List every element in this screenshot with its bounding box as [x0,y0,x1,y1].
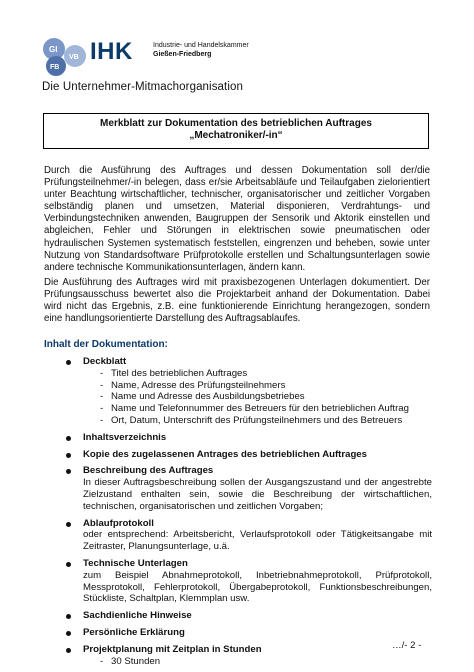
bullet-icon [66,562,71,567]
bullet-icon [66,522,71,527]
title-line1: Merkblatt zur Dokumentation des betrieblichen Auftrages [100,118,372,129]
sub-item-text: Name, Adresse des Prüfungsteilnehmers [111,379,286,391]
dash-icon: - [100,379,104,391]
item-title: Technische Unterlagen [83,557,188,569]
list-item-hinweise [66,610,432,622]
item-description: oder entsprechend: Arbeitsbericht, Verlaufsprotokoll oder Tätigkeitsangabe mit Zeitraster, Planungsunterlage, u.ä. [83,529,432,553]
title-line2: „Mechatroniker/-in“ [189,130,283,141]
item-title: Deckblatt [83,356,127,367]
intro-paragraph: Durch die Ausführung des Auftrages und dessen Dokumentation soll der/die Prüfungsteilnehmer/-in belegen, dass er/sie Arbeitsabläufe und Teilaufgaben zielorientiert unter Beachtung wirtschaftlicher, technischer, organisatorischer und zeitlicher Vorgaben selbständig planen und umsetzen, Material disponieren, Verdrahtungs- und Verbindungstechniken anwenden, Baugruppen der Sensorik und Aktorik einstellen und abgleichen, Fehler und Störungen in elektrischen sowie pneumatischen oder hydraulischen Systemen systematisch feststellen, eingrenzen und beheben, sowie unter Nutzung von Standardsoftware Prüfprotokolle erstellen und Schaltungsunterlagen sowie andere technische Kommunikationsunterlagen, ändern kann. [44,165,430,273]
section-title: Inhalt der Dokumentation: [44,339,168,350]
item-title: Projektplanung mit Zeitplan in Stunden [83,643,262,655]
evaluation-paragraph: Die Ausführung des Auftrages wird mit praxisbezogenen Unterlagen dokumentiert. Der Prüfungsausschuss bewertet also die Projektarbeit anhand der Dokumentation. Dabei wird nicht das Ergebnis, z.B. eine funktionierende Einrichtung herangezogen, sondern eine handlungsorientierte Darstellung des Auftragsablaufes. [44,277,430,325]
dash-icon: - [100,403,104,415]
ihk-logo [42,36,302,76]
sub-item-text: 30 Stunden [111,655,161,667]
list-item-projektplanung [66,644,432,668]
sub-item-text: Ort, Datum, Unterschrift des Prüfungsteilnehmers und des Betreuers [111,414,403,426]
sub-item [83,391,432,403]
bullet-icon [66,360,71,365]
chamber-name [153,41,249,59]
dash-icon: - [100,655,104,667]
bullet-icon [66,436,71,441]
logo-gi-text: GI [49,45,58,54]
item-title: Beschreibung des Auftrages [83,465,214,477]
item-title: Ablaufprotokoll [83,517,154,529]
item-description: In dieser Auftragsbeschreibung sollen der Ausgangszustand und der angestrebte Zielzustand enthalten sein, sowie die Beschreibung der wirtschaftlichen, technischen, organisatorischen und zeitlichen Vorgaben; [83,477,432,512]
dash-icon: - [100,391,104,403]
item-title: Persönliche Erklärung [83,626,185,638]
sub-item-text: Name und Adresse des Ausbildungsbetriebes [111,391,305,403]
bullet-icon [66,469,71,474]
title-box [43,113,429,149]
sub-item [83,380,432,392]
documentation-contents [66,356,432,672]
logo-fb-text: FB [50,64,60,71]
bullet-icon [66,614,71,619]
list-item-kopie-antrag [66,449,432,461]
logo-vb-text: VB [69,54,79,61]
list-item-beschreibung [66,465,432,512]
ihk-wordmark: IHK [90,38,133,65]
bullet-icon [66,631,71,636]
chamber-line1: Industrie- und Handelskammer [153,42,249,49]
sub-item [83,415,432,427]
list-item-technische-unterlagen [66,558,432,605]
item-title: Kopie des zugelassenen Antrages des betrieblichen Auftrages [83,448,367,460]
bullet-icon [66,453,71,458]
list-item-inhaltsverzeichnis [66,432,432,444]
item-description: zum Beispiel Abnahmeprotokoll, Inbetriebnahmeprotokoll, Prüfprotokoll, Messprotokoll, Fehlerprotokoll, Übergabeprotokoll, Funktionsbeschreibungen, Stückliste, Schaltplan, Klemmplan usw. [83,569,432,605]
sub-item-text: Titel des betrieblichen Auftrages [111,367,248,379]
page-number: …/- 2 - [392,640,422,651]
tagline: Die Unternehmer-Mitmachorganisation [42,81,243,93]
list-item-erklaerung [66,627,432,639]
list-item-deckblatt [66,356,432,427]
item-title: Sachdienliche Hinweise [83,610,192,622]
dash-icon: - [100,367,104,379]
list-item-ablaufprotokoll [66,518,432,553]
sub-item [83,403,432,415]
ihk-logo-circles [42,36,90,76]
chamber-line2: Gießen-Friedberg [153,51,212,58]
sub-item-text: Name und Telefonnummer des Betreuers für den betrieblichen Auftrag [111,403,409,415]
sub-item [83,656,432,668]
item-title: Inhaltsverzeichnis [83,431,167,443]
sub-item [83,368,432,380]
bullet-icon [66,648,71,653]
dash-icon: - [100,414,104,426]
